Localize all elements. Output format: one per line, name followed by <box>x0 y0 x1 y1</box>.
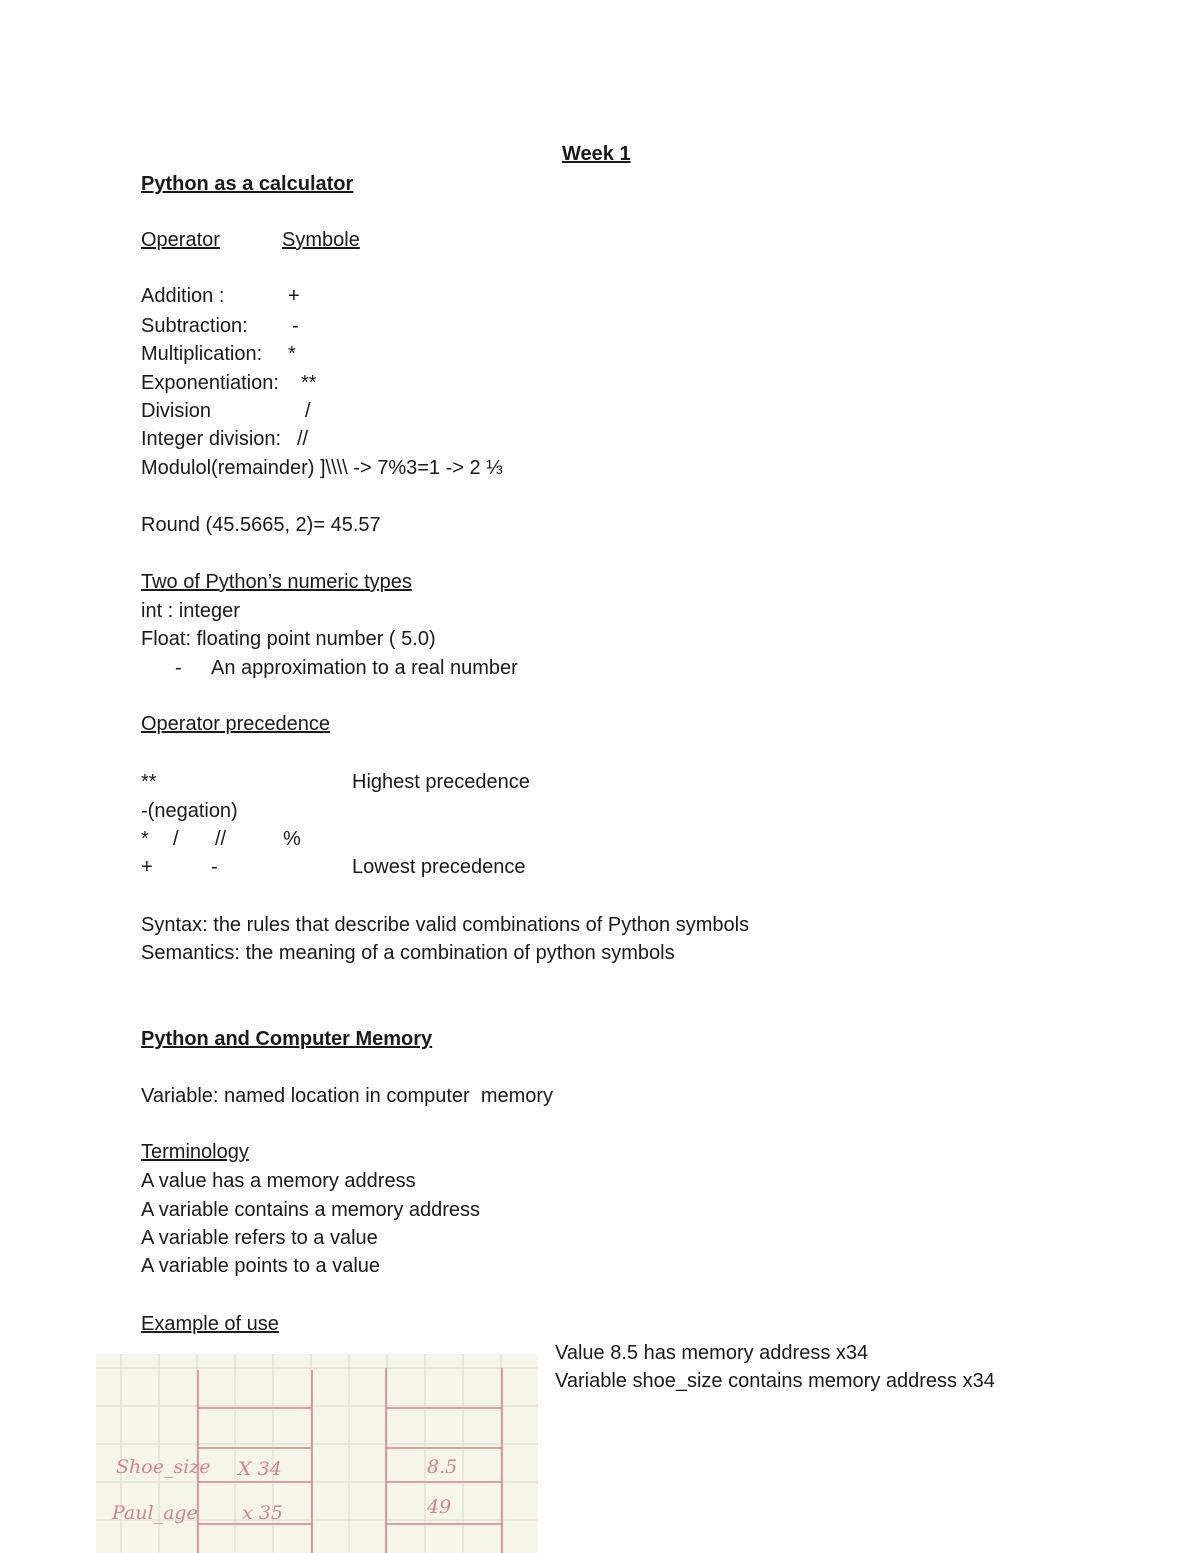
operator-name: Division <box>141 400 212 422</box>
section-heading-calculator: Python as a calculator <box>141 173 354 195</box>
precedence-op: ** <box>141 771 157 793</box>
operator-symbol: // <box>297 428 309 450</box>
precedence-op: -(negation) <box>141 800 238 822</box>
operator-symbol: + <box>288 285 300 307</box>
example-note: Value 8.5 has memory address x34 <box>555 1342 869 1364</box>
operator-name: Integer division: <box>141 428 282 450</box>
precedence-note: Highest precedence <box>352 771 530 793</box>
example-note: Variable shoe_size contains memory address x34 <box>555 1370 995 1392</box>
page-title: Week 1 <box>562 143 631 165</box>
semantics-definition: Semantics: the meaning of a combination of python symbols <box>141 942 675 964</box>
precedence-op: // <box>215 828 227 850</box>
column-header-operator: Operator <box>141 229 220 251</box>
float-definition: Float: floating point number ( 5.0) <box>141 628 436 650</box>
terminology-heading: Terminology <box>141 1141 249 1163</box>
variable-definition: Variable: named location in computer memory <box>141 1085 554 1107</box>
sketch-value: 49 <box>427 1496 452 1518</box>
precedence-op: / <box>173 828 179 850</box>
precedence-heading: Operator precedence <box>141 713 331 735</box>
operator-name: Subtraction: <box>141 315 248 337</box>
memory-sketch-image <box>96 1354 538 1553</box>
sketch-address: x 35 <box>242 1502 283 1524</box>
operator-name: Exponentiation: <box>141 372 279 394</box>
section-heading-memory: Python and Computer Memory <box>141 1028 433 1050</box>
operator-name: Addition : <box>141 285 225 307</box>
terminology-item: A variable points to a value <box>141 1255 381 1277</box>
terminology-item: A variable contains a memory address <box>141 1199 481 1221</box>
terminology-item: A value has a memory address <box>141 1170 416 1192</box>
precedence-op: % <box>283 828 301 850</box>
operator-symbol: - <box>292 315 299 337</box>
operator-symbol: ** <box>301 372 317 394</box>
numeric-types-heading: Two of Python’s numeric types <box>141 571 412 593</box>
syntax-definition: Syntax: the rules that describe valid combinations of Python symbols <box>141 914 750 936</box>
precedence-note: Lowest precedence <box>352 856 526 878</box>
example-heading: Example of use <box>141 1313 279 1335</box>
sketch-variable-name: Shoe_size <box>116 1456 211 1478</box>
int-definition: int : integer <box>141 600 240 622</box>
modulo-line: Modulol(remainder) ]\\\\ -> 7%3=1 -> 2 ⅓ <box>141 457 503 479</box>
precedence-op: - <box>211 856 218 878</box>
column-header-symbol: Symbole <box>282 229 360 251</box>
bullet-dash: - <box>175 657 182 679</box>
operator-name: Multiplication: <box>141 343 263 365</box>
precedence-op: * <box>141 828 149 850</box>
bullet-text: An approximation to a real number <box>211 657 518 679</box>
operator-symbol: / <box>305 400 311 422</box>
operator-symbol: * <box>288 343 296 365</box>
sketch-address: X 34 <box>238 1458 282 1480</box>
precedence-op: + <box>141 856 153 878</box>
sketch-value: 8.5 <box>427 1456 458 1478</box>
terminology-item: A variable refers to a value <box>141 1227 378 1249</box>
round-example: Round (45.5665, 2)= 45.57 <box>141 514 381 536</box>
sketch-variable-name: Paul_age <box>112 1502 198 1524</box>
